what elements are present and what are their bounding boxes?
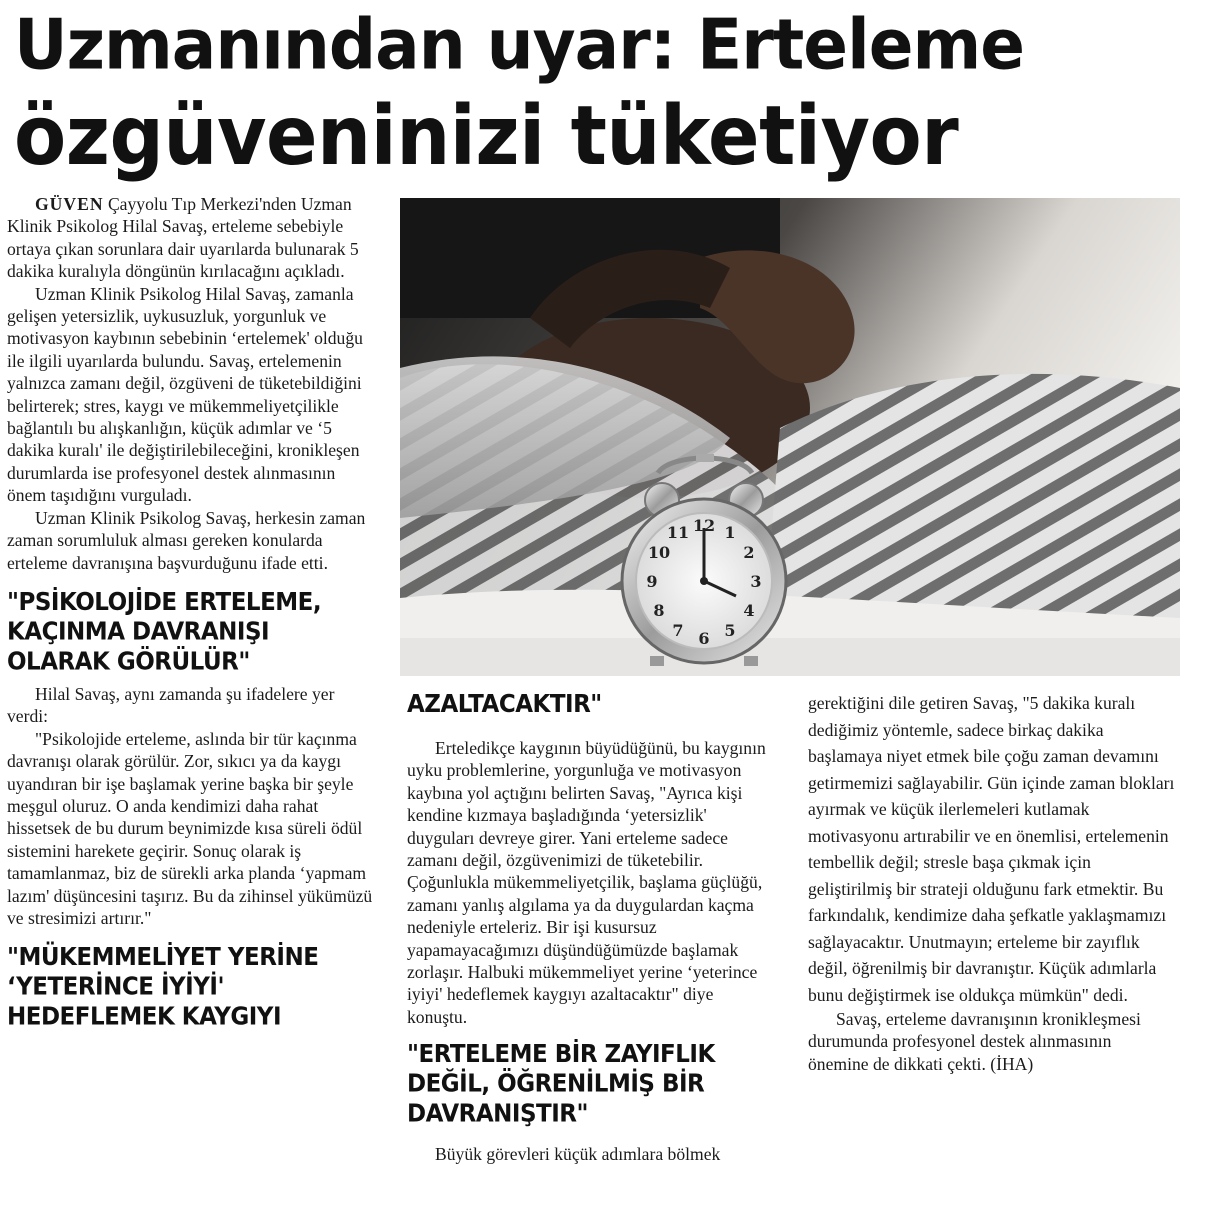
alarm-clock-bed-photo — [400, 198, 1180, 676]
clock-number: 2 — [743, 543, 755, 562]
clock-number: 8 — [653, 601, 665, 620]
subheading: "MÜKEMMELİYET YERİNE ‘YETERİNCE İYİYİ' HEDEFLEMEK KAYGIYI — [7, 943, 319, 1032]
paragraph: Uzman Klinik Psikolog Savaş, herkesin zaman zaman sorumluluk alması gereken konularda erteleme davranışına başvurduğunu ifade etti. — [7, 507, 366, 573]
paragraph: "Psikolojide erteleme, aslında bir tür kaçınma davranışı olarak görülür. Zor, sıkıcı ya da kaygı uyandıran bir işe başlamak yerine başka bir şeyle meşgul oluruz. O anda kendimizi daha rahat hissetsek de bu durum beynimizde kısa süreli ödül sistemini harekete geçirir. Sonuç olarak iş tamamlanmaz, biz de sürekli arka planda ‘yapmam lazım' düşüncesini taşırız. Bu da zihinsel yükümüzü ve stresimizi artırır." — [7, 728, 373, 928]
clock-number: 4 — [743, 601, 755, 620]
article-column-2 — [407, 690, 777, 1166]
clock-number: 9 — [646, 572, 658, 591]
paragraph: Savaş, erteleme davranışının kronikleşmesi durumunda profesyonel destek alınmasının önemine de dikkati çekti. (İHA) — [808, 1009, 1141, 1074]
clock-number: 5 — [724, 621, 736, 640]
clock-number: 11 — [666, 523, 690, 542]
headline-line-1: Uzmanından uyar: Erteleme — [14, 4, 1024, 86]
clock-number: 12 — [692, 516, 716, 535]
paragraph-text: Çayyolu Tıp Merkezi'nden Uzman Klinik Psikolog Hilal Savaş, erteleme sebebiyle ortaya çıkan sorunlara dair uyarılarda bulunarak 5 dakika kuralıyla döngünün kırılacağını açıkladı. — [7, 194, 359, 282]
paragraph: Hilal Savaş, aynı zamanda şu ifadelere yer verdi: — [7, 683, 335, 727]
subheading: "ERTELEME BİR ZAYIFLIK DEĞİL, ÖĞRENİLMİŞ BİR DAVRANIŞTIR" — [407, 1040, 715, 1129]
paragraph: Erteledikçe kaygının büyüdüğünü, bu kaygının uyku problemlerine, yorgunluğa ve motivasyon kaybına yol açtığını belirten Savaş, "Ayrıca kişi kendine kızmaya başladığında ‘yetersizlik' duyguları devreye girer. Yani erteleme sadece zamanı değil, özgüvenimizi de tüketebilir. Çoğunlukla mükemmeliyetçilik, başlama güçlüğü, zamanı yanlış algılama ya da duygulardan kaçma nedeniyle erteleriz. Bir işi kusursuz yapamayacağımızı düşündüğümüzde başlamak zorlaşır. Halbuki mükemmeliyet yerine ‘yeterince iyiyi' hedeflemek kaygıyı azaltacaktır" diye konuştu. — [407, 738, 766, 1027]
clock-number: 10 — [647, 543, 671, 562]
clock-number: 1 — [724, 523, 736, 542]
paragraph: gerektiğini dile getiren Savaş, "5 dakika kuralı dediğimiz yöntemle, sadece birkaç dakika başlamaya niyet etmek bile çoğu zaman devamını getirmemizi sağlayabilir. Gün içinde zaman blokları ayırmak ve küçük ilerlemeleri kutlamak motivasyonu artırabilir ve en önemlisi, ertelemenin tembellik değil; stresle başa çıkmak için geliştirilmiş bir strateji olduğunu fark etmektir. Bu farkındalık, kendimize daha şefkatle yaklaşmamızı sağlayacaktır. Unutmayın; erteleme bir zayıflık değil, öğrenilmiş bir davranıştır. Küçük adımlarla bunu değiştirmek ise oldukça mümkün" dedi. — [808, 693, 1175, 1005]
article-column-3 — [808, 690, 1176, 1075]
subheading: "PSİKOLOJİDE ERTELEME, KAÇINMA DAVRANIŞI OLARAK GÖRÜLÜR" — [7, 587, 322, 676]
paragraph: Uzman Klinik Psikolog Hilal Savaş, zamanla gelişen yetersizlik, uykusuzluk, yorgunluk ve motivasyon kaybının sebebinin ‘ertelemek' olduğu ile ilgili uyarılarda bulundu. Savaş, ertelemenin yalnızca zamanı değil, özgüveni de tüketebildiğini belirterek; stres, kaygı ve mükemmeliyetçilikle bağlantılı bu alışkanlığın, küçük adımlar ve ‘5 dakika kuralı' ile değiştirilebileceğini, kronikleşen durumlarda ise profesyonel destek alınmasının önem taşıdığını vurguladı. — [7, 283, 363, 506]
clock-number: 6 — [698, 629, 710, 648]
paragraph: Büyük görevleri küçük adımlara bölmek — [435, 1144, 721, 1165]
clock-number: 7 — [672, 621, 684, 640]
subheading-continued: AZALTACAKTIR" — [407, 690, 602, 719]
byline-lead-word: GÜVEN — [35, 194, 104, 214]
headline-line-2: özgüveninizi tüketiyor — [14, 87, 959, 184]
article-column-1 — [7, 193, 377, 1032]
paragraph — [7, 193, 377, 283]
clock-number: 3 — [750, 572, 762, 591]
